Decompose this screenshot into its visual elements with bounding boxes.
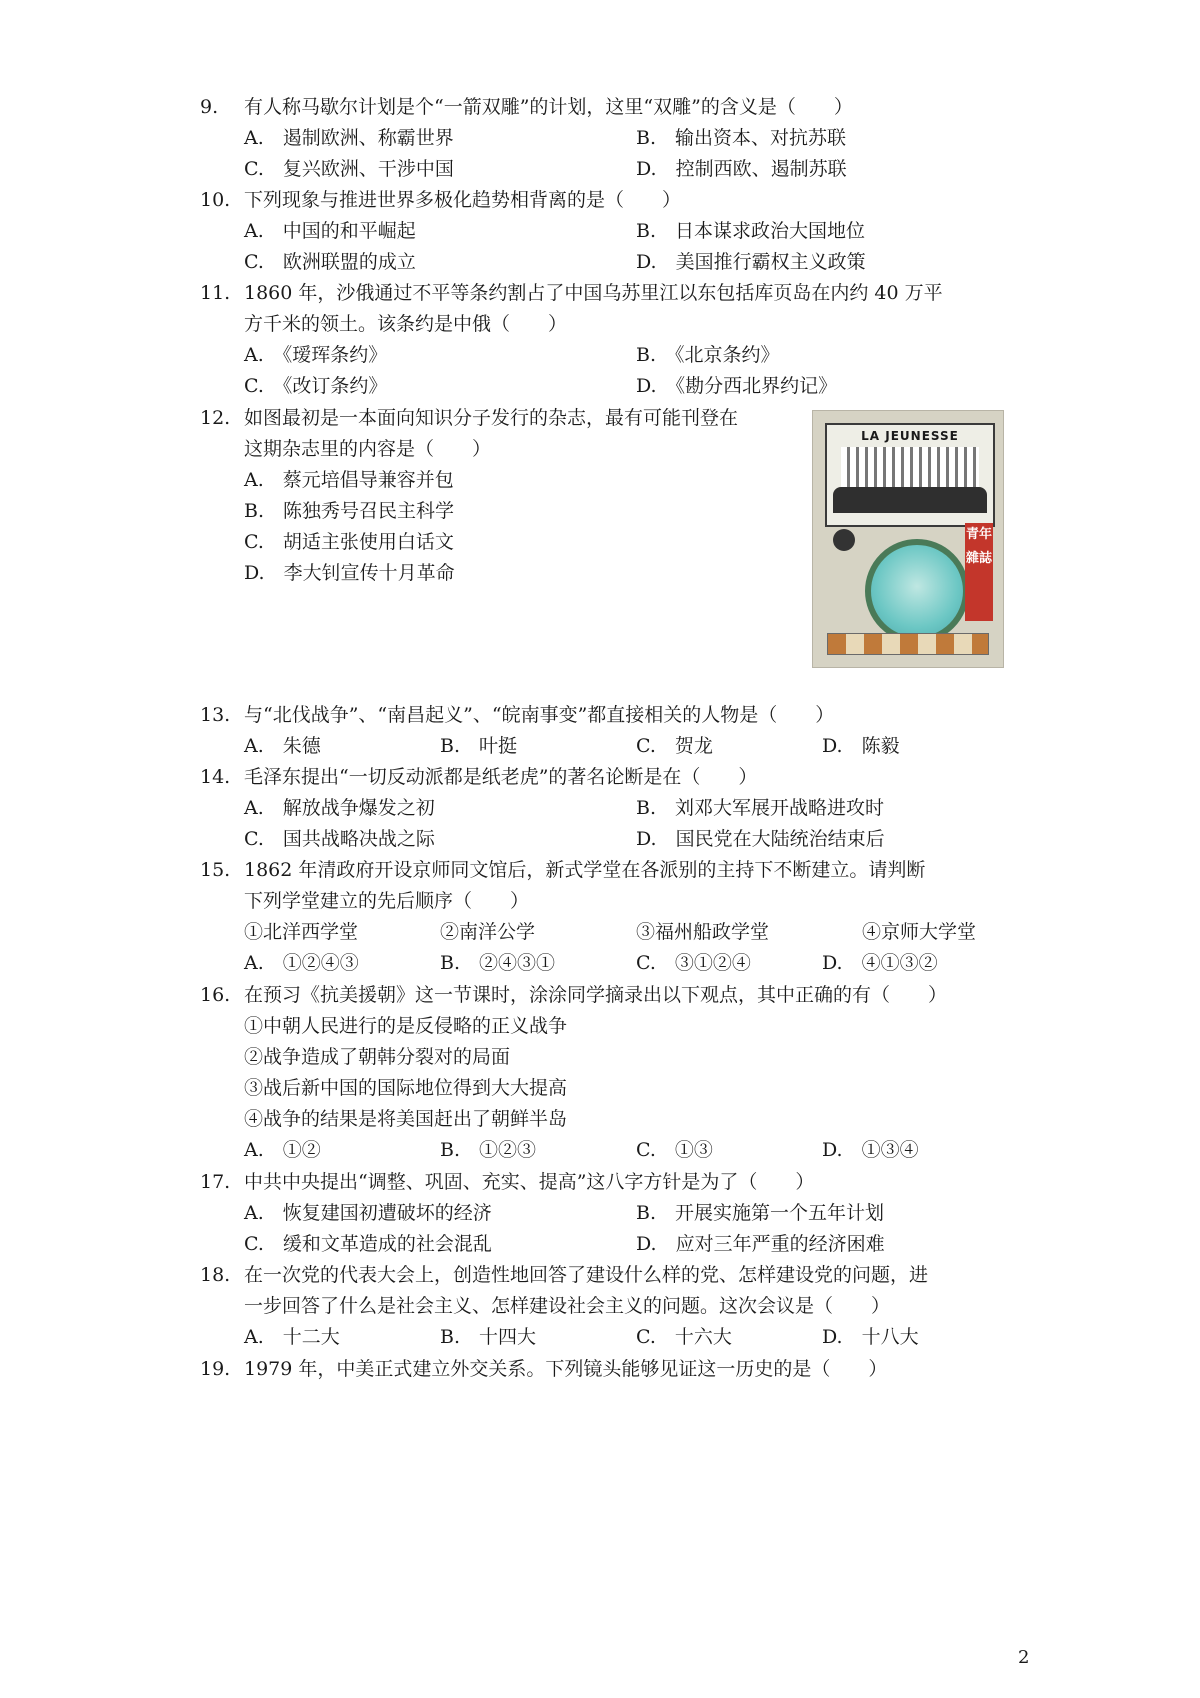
option-b[interactable]: B. ②④③① [440, 952, 556, 974]
question-19 [200, 1354, 1020, 1385]
option-b[interactable]: B. 十四大 [440, 1326, 537, 1348]
list-item: ②南洋公学 [440, 921, 536, 943]
question-number: 17. [200, 1171, 231, 1193]
option-c[interactable]: C. 胡适主张使用白话文 [244, 531, 454, 553]
option-b[interactable]: B. 日本谋求政治大国地位 [636, 220, 866, 242]
list-item: ①中朝人民进行的是反侵略的正义战争 [244, 1015, 568, 1037]
question-stem: 与“北伐战争”、“南昌起义”、“皖南事变”都直接相关的人物是（ ） [244, 704, 835, 726]
question-stem: 在预习《抗美援朝》这一节课时，涂涂同学摘录出以下观点，其中正确的有（ ） [244, 984, 948, 1006]
option-d[interactable]: D. 陈毅 [822, 735, 900, 757]
question-stem-cont: 方千米的领土。该条约是中俄（ ） [244, 313, 568, 335]
option-d[interactable]: D. 十八大 [822, 1326, 919, 1348]
option-a[interactable]: A. ①②④③ [244, 952, 359, 974]
option-a[interactable]: A. 中国的和平崛起 [244, 220, 416, 242]
question-number: 9. [200, 96, 219, 118]
option-a[interactable]: A. 朱德 [244, 735, 321, 757]
option-c[interactable]: C. 贺龙 [636, 735, 713, 757]
option-c[interactable]: C. 缓和文革造成的社会混乱 [244, 1233, 492, 1255]
question-14 [200, 762, 1020, 855]
question-stem-cont: 一步回答了什么是社会主义、怎样建设社会主义的问题。这次会议是（ ） [244, 1295, 891, 1317]
question-stem: 如图最初是一本面向知识分子发行的杂志，最有可能刊登在 [244, 407, 739, 429]
question-number: 18. [200, 1264, 231, 1286]
list-item: ②战争造成了朝韩分裂对的局面 [244, 1046, 511, 1068]
question-number: 14. [200, 766, 231, 788]
option-a[interactable]: A. 遏制欧洲、称霸世界 [244, 127, 454, 149]
banner-stripes [841, 447, 979, 487]
question-number: 19. [200, 1358, 231, 1380]
question-number: 16. [200, 984, 231, 1006]
question-number: 11. [200, 282, 231, 304]
option-c[interactable]: C. 《改订条约》 [244, 375, 388, 397]
question-stem: 下列现象与推进世界多极化趋势相背离的是（ ） [244, 189, 682, 211]
magazine-cover-image [812, 410, 1004, 668]
option-d[interactable]: D. 应对三年严重的经济困难 [636, 1233, 885, 1255]
question-stem: 1862 年清政府开设京师同文馆后，新式学堂在各派别的主持下不断建立。请判断 [244, 859, 926, 881]
emblem-icon [833, 529, 855, 551]
question-stem: 1979 年，中美正式建立外交关系。下列镜头能够见证这一历史的是（ ） [244, 1358, 888, 1380]
list-item: ④京师大学堂 [862, 921, 977, 943]
question-stem: 有人称马歇尔计划是个“一箭双雕”的计划，这里“双雕”的含义是（ ） [244, 96, 853, 118]
question-9 [200, 92, 1020, 185]
page-number: 2 [1018, 1647, 1030, 1668]
question-stem-cont: 下列学堂建立的先后顺序（ ） [244, 890, 530, 912]
list-item: ④战争的结果是将美国赶出了朝鲜半岛 [244, 1108, 568, 1130]
question-11 [200, 278, 1020, 402]
question-stem-cont: 这期杂志里的内容是（ ） [244, 438, 492, 460]
question-13 [200, 700, 1020, 762]
magazine-banner [825, 423, 995, 527]
option-b[interactable]: B. 叶挺 [440, 735, 518, 757]
question-stem: 毛泽东提出“一切反动派都是纸老虎”的著名论断是在（ ） [244, 766, 758, 788]
question-number: 13. [200, 704, 231, 726]
option-b[interactable]: B. 开展实施第一个五年计划 [636, 1202, 885, 1224]
option-c[interactable]: C. 复兴欧洲、干涉中国 [244, 158, 454, 180]
option-a[interactable]: A. 解放战争爆发之初 [244, 797, 435, 819]
question-17 [200, 1167, 1020, 1260]
question-number: 15. [200, 859, 231, 881]
option-d[interactable]: D. 《勘分西北界约记》 [636, 375, 838, 397]
option-a[interactable]: A. 蔡元培倡导兼容并包 [244, 469, 454, 491]
banner-crowd [833, 487, 987, 513]
magazine-bottom-band [827, 633, 989, 655]
question-10 [200, 185, 1020, 278]
option-b[interactable]: B. 《北京条约》 [636, 344, 780, 366]
option-b[interactable]: B. 陈独秀号召民主科学 [244, 500, 455, 522]
option-d[interactable]: D. 李大钊宣传十月革命 [244, 562, 455, 584]
question-number: 10. [200, 189, 231, 211]
option-c[interactable]: C. 国共战略决战之际 [244, 828, 435, 850]
question-15 [200, 855, 1020, 979]
option-d[interactable]: D. 控制西欧、遏制苏联 [636, 158, 847, 180]
question-number: 12. [200, 407, 231, 429]
question-18 [200, 1260, 1020, 1353]
magazine-red-title: 青年雜誌 [965, 523, 993, 621]
option-d[interactable]: D. ④①③② [822, 952, 938, 974]
option-c[interactable]: C. ①③ [636, 1139, 713, 1161]
option-a[interactable]: A. 恢复建国初遭破坏的经济 [244, 1202, 492, 1224]
option-b[interactable]: B. 输出资本、对抗苏联 [636, 127, 847, 149]
option-a[interactable]: A. ①② [244, 1139, 321, 1161]
option-c[interactable]: C. ③①②④ [636, 952, 751, 974]
option-b[interactable]: B. ①②③ [440, 1139, 537, 1161]
question-stem: 中共中央提出“调整、巩固、充实、提高”这八字方针是为了（ ） [244, 1171, 815, 1193]
list-item: ③战后新中国的国际地位得到大大提高 [244, 1077, 568, 1099]
option-a[interactable]: A. 《瑷珲条约》 [244, 344, 388, 366]
option-d[interactable]: D. 美国推行霸权主义政策 [636, 251, 866, 273]
list-item: ③福州船政学堂 [636, 921, 770, 943]
option-a[interactable]: A. 十二大 [244, 1326, 340, 1348]
question-stem: 在一次党的代表大会上，创造性地回答了建设什么样的党、怎样建设党的问题，进 [244, 1264, 929, 1286]
list-item: ①北洋西学堂 [244, 921, 359, 943]
magazine-title: LA JEUNESSE [861, 429, 959, 443]
option-d[interactable]: D. 国民党在大陆统治结束后 [636, 828, 885, 850]
option-c[interactable]: C. 欧洲联盟的成立 [244, 251, 416, 273]
option-c[interactable]: C. 十六大 [636, 1326, 732, 1348]
option-b[interactable]: B. 刘邓大军展开战略进攻时 [636, 797, 885, 819]
question-stem: 1860 年，沙俄通过不平等条约割占了中国乌苏里江以东包括库页岛在内约 40 万平 [244, 282, 943, 304]
question-16 [200, 980, 1020, 1166]
globe-emblem [865, 539, 969, 643]
option-d[interactable]: D. ①③④ [822, 1139, 919, 1161]
